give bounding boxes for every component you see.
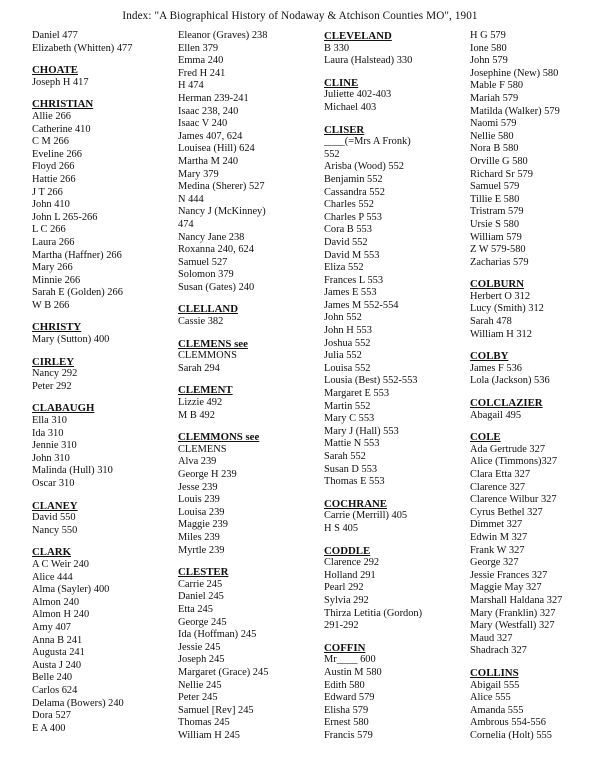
index-entry: Laura (Halstead) 330 [324, 55, 413, 67]
surname-heading: CLEVELAND [324, 30, 392, 42]
index-entry: M B 492 [178, 409, 215, 421]
index-entry: W B 266 [32, 299, 70, 311]
surname-heading: COLBY [470, 350, 509, 363]
surname-heading: COLE [470, 431, 501, 444]
index-entry: Herbert O 312 [470, 290, 531, 302]
index-entry: ____(=Mrs A Fronk) [324, 136, 411, 148]
surname-heading: COCHRANE [324, 497, 387, 510]
index-entry: David 552 [324, 236, 368, 248]
index-entry: Mable F 580 [470, 80, 524, 92]
surname-heading: CLINE [324, 76, 359, 89]
index-entry: Alma (Sayler) 400 [32, 584, 110, 596]
index-entry: Elizabeth (Whitten) 477 [32, 42, 133, 54]
section-spacer [32, 347, 132, 356]
index-entry: Ursie S 580 [470, 218, 520, 230]
index-entry: Myrtle 239 [178, 544, 225, 556]
index-entry: Fred H 241 [178, 67, 226, 79]
index-entry: Peter 245 [178, 692, 218, 704]
index-entry: N 444 [178, 193, 204, 205]
index-entry: Mary (Sutton) 400 [32, 334, 110, 346]
index-entry: Floyd 266 [32, 161, 75, 173]
index-entry: Isaac 238, 240 [178, 105, 239, 117]
index-entry: Alice (Timmons)327 [470, 456, 558, 468]
index-entry: James F 536 [470, 362, 522, 374]
index-entry: Etta 245 [178, 603, 213, 615]
index-entry: Lola (Jackson) 536 [470, 375, 550, 387]
section-spacer [32, 55, 132, 64]
index-entry: William H 312 [470, 328, 532, 340]
index-entry: Margaret E 553 [324, 388, 390, 400]
index-entry: Sarah 294 [178, 362, 220, 374]
index-entry: Jesse 239 [178, 481, 218, 493]
index-entry: Samuel 527 [178, 256, 228, 268]
surname-heading: CLELLAND [178, 303, 238, 316]
index-entry: Daniel 477 [32, 30, 78, 41]
index-entry: John 410 [32, 199, 70, 211]
index-entry: Belle 240 [32, 672, 73, 684]
index-entry: Lousia (Best) 552-553 [324, 375, 418, 387]
section-spacer [32, 491, 132, 500]
index-entry: Benjamin 552 [324, 173, 383, 185]
index-entry: H G 579 [470, 30, 506, 41]
index-entry: James 407, 624 [178, 130, 243, 142]
index-entry: Orville G 580 [470, 155, 528, 167]
surname-heading: CHRISTY [32, 321, 82, 334]
index-entry: H S 405 [324, 522, 359, 534]
index-entry: Charles 552 [324, 199, 374, 211]
index-entry: Nancy 550 [32, 524, 78, 536]
index-entry: John 579 [470, 55, 508, 67]
section-spacer [470, 269, 562, 278]
index-entry: Roxanna 240, 624 [178, 244, 254, 256]
index-entry: Louisea (Hill) 624 [178, 143, 255, 155]
index-entry: Mr____ 600 [324, 654, 376, 666]
index-entry: Mary (Franklin) 327 [470, 607, 556, 619]
index-entry: Carrie (Merrill) 405 [324, 510, 408, 522]
index-entry: John L 265-266 [32, 211, 98, 223]
index-entry: Hattie 266 [32, 173, 76, 185]
index-entry: Margaret (Grace) 245 [178, 666, 269, 678]
section-spacer [32, 393, 132, 402]
index-entry: Martha (Haffner) 266 [32, 249, 122, 261]
index-entry: Oscar 310 [32, 478, 75, 489]
index-entry: Thomas 245 [178, 717, 230, 729]
index-column-4 [470, 30, 562, 742]
section-spacer [470, 658, 562, 667]
index-entry: CLEMMONS [178, 350, 237, 362]
index-entry: Louis 239 [178, 494, 220, 506]
index-entry: Frances L 553 [324, 274, 384, 286]
index-entry: Susan (Gates) 240 [178, 281, 255, 293]
index-entry: Samuel 579 [470, 181, 520, 193]
index-entry: Jennie 310 [32, 440, 77, 452]
index-entry: Edward 579 [324, 692, 375, 704]
index-entry: Mary 266 [32, 262, 73, 274]
index-entry: Thirza Letitia (Gordon) [324, 607, 423, 619]
index-entry: Nellie 245 [178, 679, 222, 691]
index-entry: Edwin M 327 [470, 531, 528, 543]
index-entry: Eveline 266 [32, 148, 82, 160]
index-entry: B 330 [324, 42, 350, 54]
index-entry: Sarah E (Golden) 266 [32, 287, 123, 299]
index-entry: Joseph H 417 [32, 76, 89, 88]
index-entry: Isaac V 240 [178, 118, 228, 130]
index-entry: Julia 552 [324, 350, 362, 362]
index-entry: Emma 240 [178, 55, 224, 67]
index-entry: Jessie Frances 327 [470, 569, 548, 581]
section-spacer [324, 115, 422, 124]
index-entry: Cassandra 552 [324, 186, 385, 198]
index-entry: Maggie 239 [178, 519, 228, 531]
index-entry: 474 [178, 218, 194, 230]
index-entry: E A 400 [32, 722, 66, 734]
index-entry: J T 266 [32, 186, 63, 198]
surname-heading: CLANEY [32, 499, 78, 512]
index-entry: Tillie E 580 [470, 193, 520, 205]
index-entry: Naomi 579 [470, 118, 517, 130]
surname-heading: CHRISTIAN [32, 98, 94, 111]
index-entry: Cora B 553 [324, 224, 372, 236]
surname-heading: CLABAUGH [32, 402, 95, 415]
section-spacer [470, 341, 562, 350]
surname-heading: CLARK [32, 546, 71, 559]
index-entry: George 245 [178, 616, 227, 628]
index-entry: Frank W 327 [470, 544, 525, 556]
index-entry: Mattie N 553 [324, 438, 380, 450]
index-entry: George 327 [470, 557, 519, 569]
surname-heading: CODDLE [324, 544, 371, 557]
index-entry: Z W 579-580 [470, 244, 526, 256]
index-entry: Alva 239 [178, 456, 217, 468]
index-entry: Maud 327 [470, 632, 513, 644]
surname-heading: CIRLEY [32, 355, 74, 368]
index-entry: Allie 266 [32, 110, 71, 122]
index-entry: Amy 407 [32, 621, 71, 633]
surname-heading: COLBURN [470, 278, 524, 291]
index-entry: Nora B 580 [470, 143, 519, 155]
index-entry: Charles P 553 [324, 211, 382, 223]
index-entry: CLEMENS [178, 443, 227, 455]
index-entry: Minnie 266 [32, 274, 81, 286]
index-entry: Ellen 379 [178, 42, 219, 54]
index-entry: Mary J (Hall) 553 [324, 425, 399, 437]
index-entry: Nancy J (McKinney) [178, 206, 266, 218]
index-entry: Carlos 624 [32, 684, 78, 696]
index-entry: Louisa 239 [178, 506, 225, 518]
index-column-1 [32, 30, 132, 735]
section-spacer [178, 294, 268, 303]
section-spacer [324, 536, 422, 545]
section-spacer [470, 388, 562, 397]
index-entry: Catherine 410 [32, 123, 91, 135]
index-entry: Abagail 495 [470, 409, 522, 421]
surname-heading: CHOATE [32, 64, 78, 77]
index-entry: Eleanor (Graves) 238 [178, 30, 268, 41]
index-entry: Peter 292 [32, 380, 72, 392]
index-entry: Solomon 379 [178, 269, 234, 281]
index-column-3 [324, 30, 422, 742]
index-entry: 552 [324, 148, 340, 160]
index-entry: Eliza 552 [324, 262, 364, 274]
index-entry: Laura 266 [32, 236, 75, 248]
index-entry: Matilda (Walker) 579 [470, 105, 560, 117]
index-entry: John 310 [32, 452, 70, 464]
index-entry: Mary C 553 [324, 413, 375, 425]
index-entry: Almon 240 [32, 596, 80, 608]
section-spacer [32, 89, 132, 98]
index-entry: Louisa 552 [324, 362, 371, 374]
index-entry: Maggie May 327 [470, 582, 542, 594]
index-entry: George H 239 [178, 469, 237, 480]
index-entry: Francis 579 [324, 729, 373, 741]
index-entry: John H 553 [324, 325, 372, 337]
index-entry: Shadrach 327 [470, 645, 527, 657]
index-entry: Nancy 292 [32, 368, 78, 380]
index-entry: James M 552-554 [324, 299, 399, 311]
index-entry: Sarah 478 [470, 316, 512, 328]
index-entry: Edith 580 [324, 679, 365, 691]
section-spacer [178, 375, 268, 384]
index-entry: Elisha 579 [324, 704, 369, 716]
index-entry: A C Weir 240 [32, 558, 89, 570]
index-entry: H 474 [178, 80, 204, 92]
index-entry: C M 266 [32, 136, 69, 148]
index-entry: Abigail 555 [470, 679, 520, 691]
index-entry: Marshall Haldana 327 [470, 594, 563, 606]
index-entry: Austin M 580 [324, 666, 382, 678]
index-entry: Cyrus Bethel 327 [470, 506, 543, 518]
index-entry: Dimmet 327 [470, 519, 523, 531]
index-entry: Clara Etta 327 [470, 469, 531, 480]
index-entry: Anna B 241 [32, 634, 83, 646]
index-entry: Clarence 327 [470, 481, 526, 493]
index-entry: Ida (Hoffman) 245 [178, 629, 257, 641]
index-entry: Lucy (Smith) 312 [470, 303, 544, 315]
index-entry: Ella 310 [32, 415, 67, 427]
section-spacer [324, 633, 422, 642]
index-entry: Lizzie 492 [178, 397, 223, 409]
index-entry: 291-292 [324, 620, 359, 632]
index-entry: Josephine (New) 580 [470, 67, 559, 79]
index-entry: Austa J 240 [32, 659, 82, 671]
section-spacer [324, 68, 422, 77]
surname-heading: COFFIN [324, 641, 366, 654]
index-entry: Mariah 579 [470, 92, 519, 104]
surname-heading: CLISER [324, 123, 365, 136]
index-entry: Alice 444 [32, 571, 73, 583]
index-entry: David M 553 [324, 249, 380, 261]
index-entry: Mary 379 [178, 168, 219, 180]
surname-heading: CLEMENT [178, 384, 233, 397]
index-entry: Daniel 245 [178, 591, 224, 603]
index-entry: James E 553 [324, 287, 377, 299]
index-entry: Ernest 580 [324, 717, 369, 729]
index-entry: Cassie 382 [178, 316, 224, 328]
index-column-2 [178, 30, 268, 742]
index-entry: Mary (Westfall) 327 [470, 620, 555, 632]
page-title: Index: "A Biographical History of Nodaway & Atchison Counties MO", 1901 [122, 10, 478, 22]
index-entry: Sylvia 292 [324, 594, 369, 606]
index-entry: Samuel [Rev] 245 [178, 704, 254, 716]
index-entry: Nancy Jane 238 [178, 231, 245, 243]
index-entry: Clarence Wilbur 327 [470, 494, 557, 506]
index-entry: David 550 [32, 512, 76, 524]
index-entry: Ione 580 [470, 42, 507, 54]
surname-heading: COLCLAZIER [470, 397, 543, 410]
index-entry: Jessie 245 [178, 641, 221, 653]
index-entry: Holland 291 [324, 569, 376, 581]
index-entry: Ida 310 [32, 427, 64, 439]
surname-heading: CLESTER [178, 566, 229, 579]
index-entry: Augusta 241 [32, 647, 85, 659]
surname-heading: CLEMENS see [178, 337, 248, 350]
index-entry: Almon H 240 [32, 609, 90, 621]
index-entry: Martha M 240 [178, 155, 239, 167]
index-entry: Joshua 552 [324, 337, 371, 349]
surname-heading: CLEMMONS see [178, 431, 260, 444]
index-entry: Richard Sr 579 [470, 168, 533, 180]
index-entry: Ada Gertrude 327 [470, 443, 546, 455]
section-spacer [178, 557, 268, 566]
index-entry: Herman 239-241 [178, 92, 249, 104]
index-entry: L C 266 [32, 224, 66, 236]
index-entry: Michael 403 [324, 101, 377, 113]
section-spacer [32, 537, 132, 546]
index-entry: Nellie 580 [470, 130, 514, 142]
section-spacer [178, 422, 268, 431]
index-entry: Delama (Bowers) 240 [32, 697, 124, 709]
index-entry: Amanda 555 [470, 704, 524, 716]
surname-heading: COLLINS [470, 666, 519, 679]
index-entry: William 579 [470, 231, 522, 243]
index-entry: Thomas E 553 [324, 476, 385, 488]
section-spacer [32, 312, 132, 321]
section-spacer [470, 422, 562, 431]
index-entry: Tristram 579 [470, 206, 524, 218]
index-entry: Dora 527 [32, 710, 71, 722]
section-spacer [324, 489, 422, 498]
index-entry: Miles 239 [178, 531, 220, 543]
section-spacer [178, 329, 268, 338]
index-entry: Cornelia (Holt) 555 [470, 729, 552, 741]
index-entry: Pearl 292 [324, 582, 364, 594]
index-entry: Zacharias 579 [470, 256, 529, 268]
index-entry: Alice 555 [470, 692, 511, 704]
index-entry: Susan D 553 [324, 463, 378, 475]
index-entry: Malinda (Hull) 310 [32, 465, 113, 477]
index-entry: Martin 552 [324, 400, 371, 412]
index-entry: Arisba (Wood) 552 [324, 161, 404, 173]
index-entry: Ambrous 554-556 [470, 717, 546, 729]
index-entry: Juliette 402-403 [324, 89, 392, 101]
index-entry: William H 245 [178, 729, 240, 741]
index-entry: Joseph 245 [178, 654, 225, 666]
index-entry: Medina (Sherer) 527 [178, 181, 265, 193]
index-entry: John 552 [324, 312, 362, 324]
index-entry: Sarah 552 [324, 451, 366, 462]
index-entry: Clarence 292 [324, 557, 380, 569]
index-entry: Carrie 245 [178, 578, 223, 590]
